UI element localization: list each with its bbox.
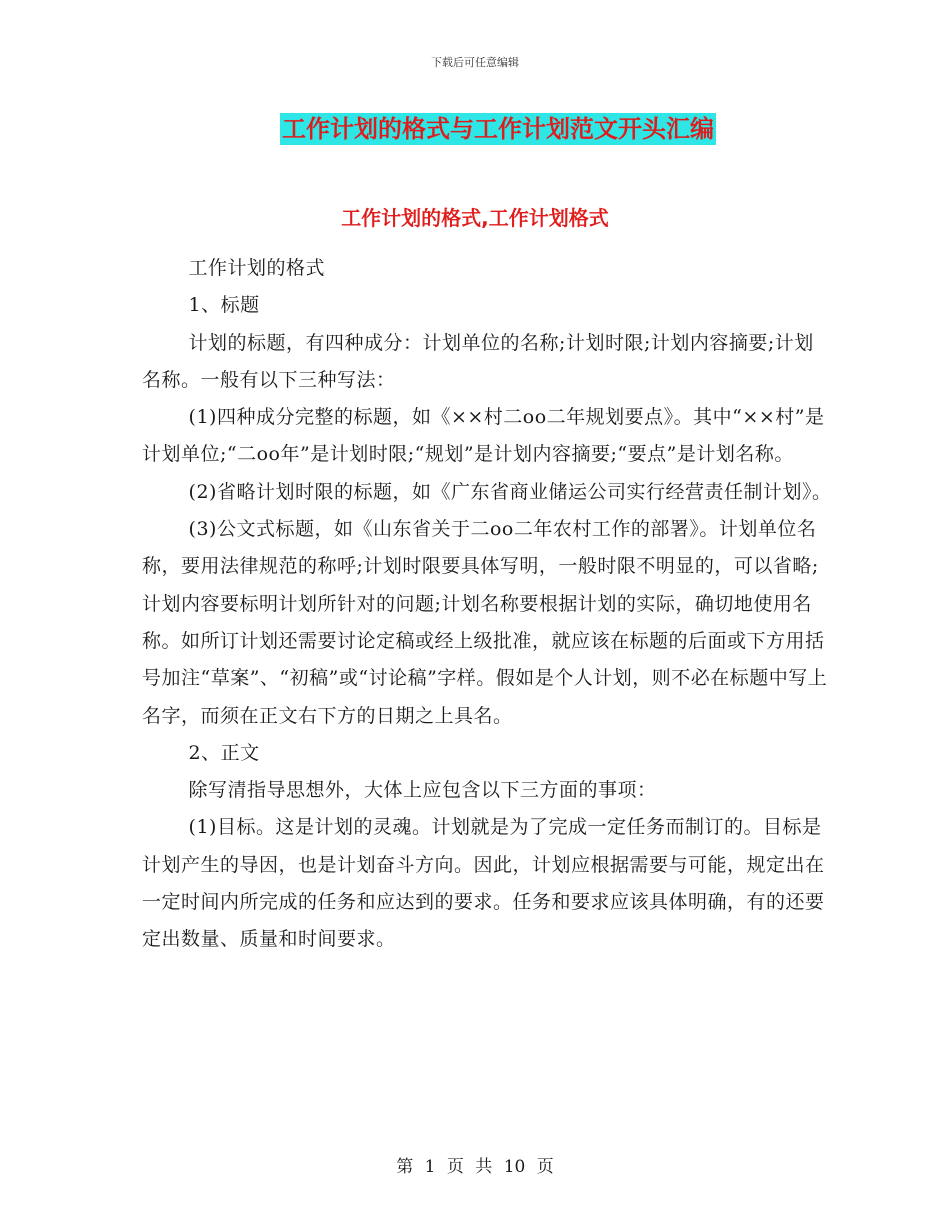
paragraph: (1)目标。这是计划的灵魂。计划就是为了完成一定任务而制订的。目标是计划产生的导因，也是计划奋斗方向。因此，计划应根据需要与可能，规定出在一定时间内所完成的任务和应达到的要求。任务和要求应该具体明确，有的还要定出数量、质量和时间要求。 (142, 816, 825, 951)
page-header-note: 下载后可任意编辑 (431, 56, 519, 69)
paragraph: (3)公文式标题，如《山东省关于二oo二年农村工作的部署》。计划单位名称，要用法律规范的称呼;计划时限要具体写明，一般时限不明显的，可以省略;计划内容要标明计划所针对的问题;计划名称要根据计划的实际，确切地使用名称。如所订计划还需要讨论定稿或经上级批准，就应该在标题的后面或下方用括号加注“草案”、“初稿”或“讨论稿”字样。假如是个人计划，则不必在标题中写上名字，而须在正文右下方的日期之上具名。 (142, 518, 828, 727)
paragraph-heading: 工作计划的格式 (188, 257, 326, 279)
section-heading-title: 1、标题 (188, 294, 260, 317)
paragraph: (2)省略计划时限的标题，如《广东省商业储运公司实行经营责任制计划》。 (188, 480, 832, 503)
document-title: 工作计划的格式与工作计划范文开头汇编 (282, 115, 714, 143)
document-body (142, 250, 832, 959)
paragraph: 计划的标题，有四种成分：计划单位的名称;计划时限;计划内容摘要;计划名称。一般有以下三种写法： (142, 331, 814, 391)
main-title-container (0, 113, 950, 145)
paragraph: 除写清指导思想外，大体上应包含以下三方面的事项： (188, 779, 657, 802)
paragraph: (1)四种成分完整的标题，如《××村二oo二年规划要点》。其中“××村”是计划单位;“二oo年”是计划时限;“规划”是计划内容摘要;“要点”是计划名称。 (142, 406, 825, 466)
section-heading-body: 2、正文 (188, 741, 260, 764)
page-footer: 第 1 页 共 10 页 (396, 1157, 554, 1177)
document-subtitle: 工作计划的格式,工作计划格式 (341, 206, 609, 230)
